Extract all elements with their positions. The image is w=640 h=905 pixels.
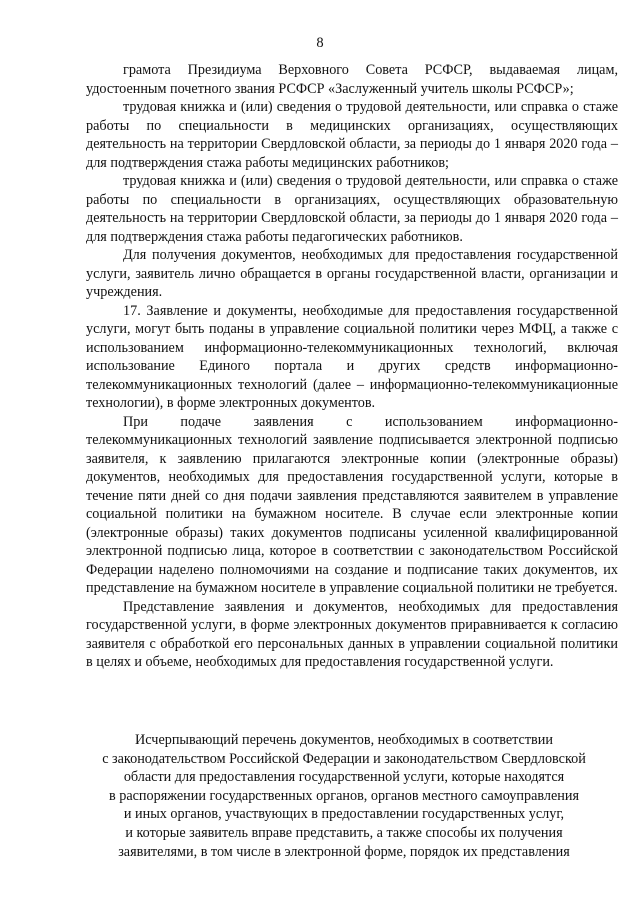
paragraph-electronic-signature: При подаче заявления с использованием информационно-телекоммуникационных технологий заявление подписывается электронной подписью заявителя, к заявлению прилагаются электронные копии (электронные образы) документов, необходимых для предоставления государственной услуги, которые в течение пяти дней со дня подачи заявления представляются заявителем в управление социальной политики на бумажном носителе. В случае если электронные копии (электронные образы) таких документов подписаны усиленной квалифицированной электронной подписью лица, которое в соответствии с законодательством Российской Федерации наделено полномочиями на создание и подписание таких документов, их представление на бумажном носителе в управление социальной политики не требуется. <box>86 413 618 596</box>
paragraph-certificate: грамота Президиума Верховного Совета РСФСР, выдаваемая лицам, удостоенным почетного звания РСФСР «Заслуженный учитель школы РСФСР»; <box>86 62 618 97</box>
heading-line: в распоряжении государственных органов, органов местного самоуправления <box>109 787 579 804</box>
heading-line: области для предоставления государственной услуги, которые находятся <box>123 769 565 786</box>
paragraph-medical-work-record: трудовая книжка и (или) сведения о трудовой деятельности, или справка о стаже работы по специальности в медицинских организациях, осуществляющих деятельность на территории Свердловской области, за периоды до 1 января 2020 года – для подтверждения стажа работы медицинских работников; <box>86 99 618 171</box>
paragraph-teaching-work-record: трудовая книжка и (или) сведения о трудовой деятельности, или справка о стаже работы по специальности в организациях, осуществляющих образовательную деятельность на территории Свердловской области, за периоды до 1 января 2020 года – для подтверждения стажа работы педагогических работников. <box>86 173 618 245</box>
paragraph-item-17: 17. Заявление и документы, необходимые для предоставления государственной услуги, могут быть поданы в управление социальной политики через МФЦ, а также с использованием информационно-телекоммуникационных технологий, включая использование Единого портала и других средств информационно-телекоммуникационных технологий (далее – информационно-телекоммуникационные технологии), в форме электронных документов. <box>86 302 618 411</box>
heading-line: и иных органов, участвующих в предоставлении государственных услуг, <box>123 806 565 823</box>
paragraph-obtaining-documents: Для получения документов, необходимых для предоставления государственной услуги, заявитель лично обращается в органы государственной власти, организации и учреждения. <box>86 247 618 300</box>
section-heading <box>74 731 614 861</box>
heading-line: с законодательством Российской Федерации и законодательством Свердловской <box>102 750 586 767</box>
heading-line: и которые заявитель вправе представить, а также способы их получения <box>125 824 563 841</box>
page-number: 8 <box>316 35 324 51</box>
paragraph-consent: Представление заявления и документов, необходимых для предоставления государственной услуги, в форме электронных документов приравнивается к согласию заявителя с обработкой его персональных данных в управлении социальной политики в целях и объеме, необходимых для предоставления государственной услуги. <box>86 598 618 670</box>
heading-line: заявителями, в том числе в электронной форме, порядок их представления <box>118 843 570 860</box>
document-body <box>86 61 618 672</box>
heading-line: Исчерпывающий перечень документов, необходимых в соответствии <box>135 732 553 748</box>
